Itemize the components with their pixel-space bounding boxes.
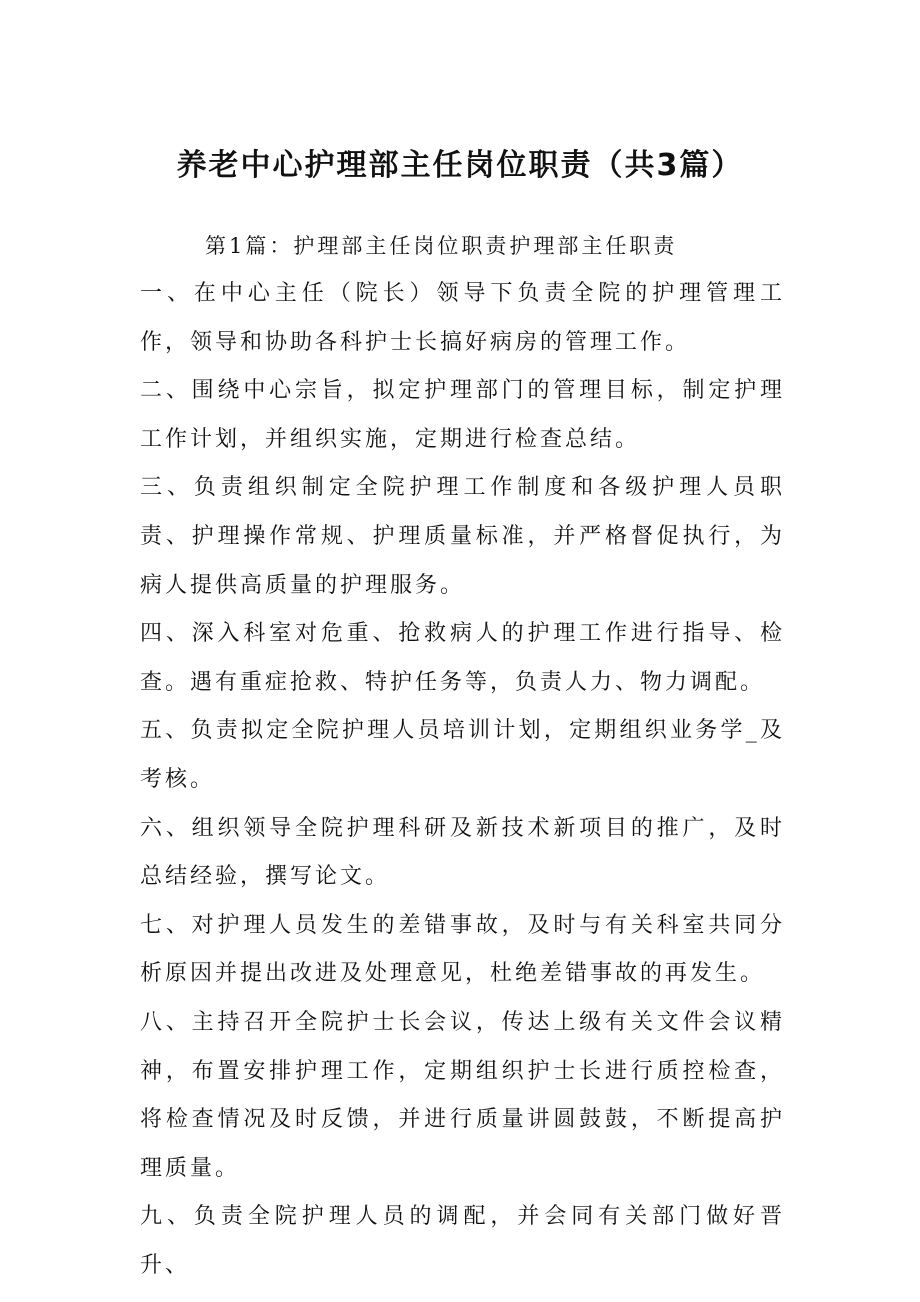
paragraph-6: 六、组织领导全院护理科研及新技术新项目的推广，及时总结经验，撰写论文。 <box>140 815 785 890</box>
paragraph-4: 四、深入科室对危重、抢救病人的护理工作进行指导、检查。遇有重症抢救、特护任务等，负责人力、物力调配。 <box>140 621 785 695</box>
paragraph-2: 二、围绕中心宗旨，拟定护理部门的管理目标，制定护理工作计划，并组织实施，定期进行检查总结。 <box>140 378 785 452</box>
paragraph-5: 五、负责拟定全院护理人员培训计划，定期组织业务学_及考核。 <box>140 718 785 792</box>
section-heading: 第1篇：护理部主任岗位职责护理部主任职责 <box>205 234 678 258</box>
paragraph-1: 一、在中心主任（院长）领导下负责全院的护理管理工作，领导和协助各科护士长搞好病房的管理工作。 <box>140 281 785 355</box>
paragraph-8: 八、主持召开全院护士长会议，传达上级有关文件会议精神，布置安排护理工作，定期组织护士长进行质控检查，将检查情况及时反馈，并进行质量讲圆鼓鼓，不断提高护理质量。 <box>140 1009 785 1181</box>
paragraph-9: 九、负责全院护理人员的调配，并会同有关部门做好晋升、 <box>140 1204 785 1278</box>
document-body <box>140 270 785 1290</box>
paragraph-3: 三、负责组织制定全院护理工作制度和各级护理人员职责、护理操作常规、护理质量标准，并严格督促执行，为病人提供高质量的护理服务。 <box>140 475 785 598</box>
page-title: 养老中心护理部主任岗位职责（共3篇） <box>176 148 744 183</box>
paragraph-7: 七、对护理人员发生的差错事故，及时与有关科室共同分析原因并提出改进及处理意见，杜绝差错事故的再发生。 <box>140 912 785 987</box>
